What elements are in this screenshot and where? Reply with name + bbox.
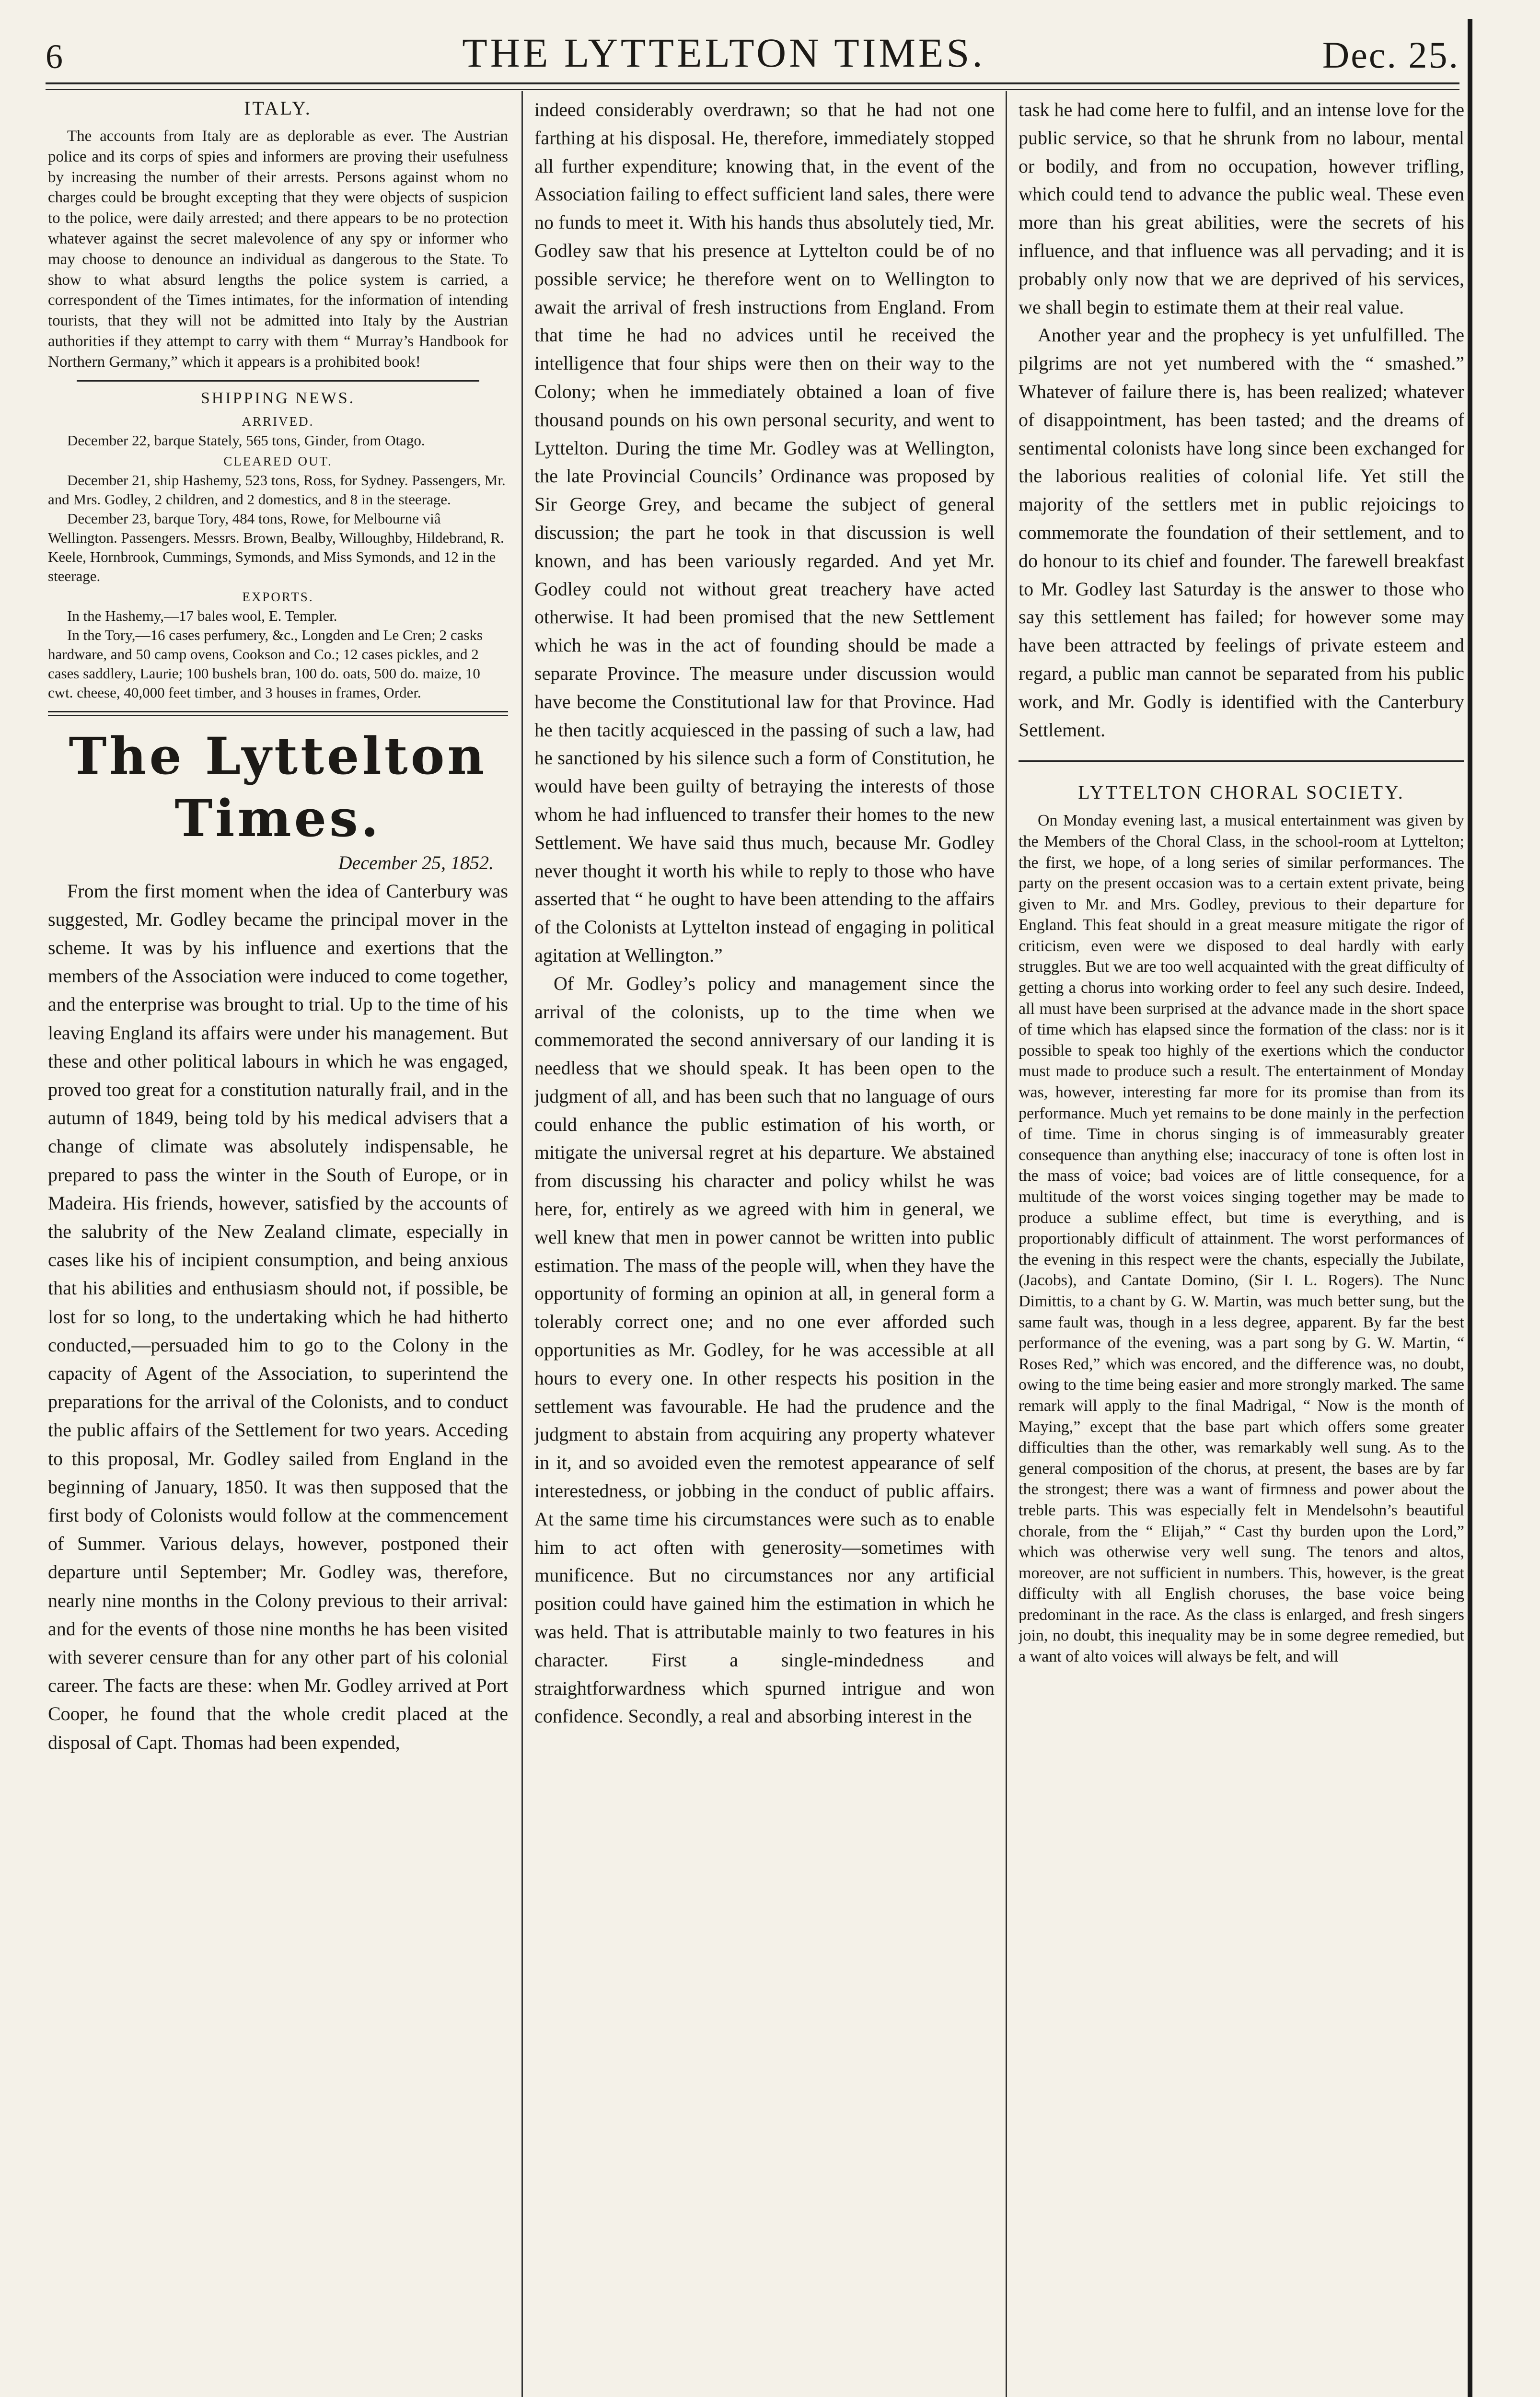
cleared-entry: December 23, barque Tory, 484 tons, Rowe, for Melbourne viâ Wellington. Passengers. Messrs. Brown, Bealby, Willoughby, Hildebrand, R. Keele, Hornbrook, Cummings, Symonds, and Miss Symonds, and 12 in the steerage. bbox=[48, 510, 504, 584]
exports-entry: In the Hashemy,—17 bales wool, E. Templer. bbox=[67, 607, 337, 624]
editorial-paragraph: task he had come here to fulfil, and an intense love for the public service, so that he shrunk from no labour, mental or bodily, and from no occupation, however trifling, which could tend to advance the public weal. These even more than his great abilities, were the secrets of his influence, and that influence was all pervading; and it is probably only now that we are deprived of his services, we shall begin to estimate them at their real value. bbox=[1019, 99, 1464, 318]
arrived-label: ARRIVED. bbox=[242, 414, 314, 429]
column-divider bbox=[521, 91, 523, 2397]
editorial-paragraph: Another year and the prophecy is yet unfulfilled. The pilgrims are not yet numbered with the “ smashed.” Whatever of failure there is, has been realized; whatever of disappointment, has been tasted; and the dreams of sentimental colonists have long since been exchanged for the laborious realities of colonial life. Yet still the majority of the settlers met in public rejoicings to commemorate the foundation of their settlement, and to do honour to its chief and founder. The farewell breakfast to Mr. Godley last Saturday is the answer to those who say this settlement has failed; for however some may have been attracted by feelings of private esteem and regard, a public man cannot be separated from his public work, and Mr. Godly is identified with the Canterbury Settlement. bbox=[1019, 324, 1464, 741]
exports-entry: In the Tory,—16 cases perfumery, &c., Longden and Le Cren; 2 casks hardware, and 50 camp ovens, Cookson and Co.; 12 cases pickles, and 2 cases saddlery, Laurie; 100 bushels bran, 100 do. oats, 500 do. maize, 10 cwt. cheese, 40,000 feet timber, and 3 houses in frames, Order. bbox=[48, 626, 483, 701]
italy-heading: ITALY. bbox=[244, 97, 312, 119]
section-rule bbox=[77, 380, 479, 382]
column-3 bbox=[1019, 96, 1464, 2397]
masthead-rule bbox=[46, 82, 1459, 90]
page-edge-bar bbox=[1468, 19, 1472, 2397]
column-divider bbox=[1006, 91, 1007, 2397]
italy-article: The accounts from Italy are as deplorable as ever. The Austrian police and its corps of spies and informers are proving their usefulness by increasing the number of their arrests. Persons against whom no charges could be brought excepting that they were objects of suspicion to the police, were daily arrested; and there appears to be no protection whatever against the secret malevolence of any spy or informer who may choose to denounce an individual as dangerous to the State. To show to what absurd lengths the police system is carried, a correspondent of the Times intimates, for the information of intending tourists, that they will not be admitted into Italy by the Austrian authorities if they attempt to carry with them “ Murray’s Handbook for Northern Germany,” which it appears is a prohibited book! bbox=[48, 128, 508, 371]
masthead bbox=[46, 24, 1459, 77]
newspaper-title: THE LYTTELTON TIMES. bbox=[462, 30, 985, 76]
section-rule bbox=[1019, 760, 1464, 762]
editorial-paragraph: indeed considerably overdrawn; so that he had not one farthing at his disposal. He, therefore, immediately stopped all further expenditure; knowing that, in the event of the Association failing to effect sufficient land sales, there were no funds to meet it. With his hands thus absolutely tied, Mr. Godley saw that his presence at Lyttelton could be of no possible service; he therefore went on to Wellington to await the arrival of fresh instructions from England. From that time he had no advices until he received the intelligence that four ships were then on their way to the Colony; when he immediately obtained a loan of five thousand pounds on his own personal security, and went to Lyttelton. During the time Mr. Godley was at Wellington, the late Provincial Councils’ Ordinance was proposed by Sir George Grey, and became the subject of general discussion; the part he took in that discussion is well known, and has been variously regarded. And yet Mr. Godley could not without great treachery have acted otherwise. It had been promised that the new Settlement which he was in the act of founding should be made a separate Province. The measure under discussion would have become the Constitutional law for that Province. Had he then tacitly acquiesced in the passing of such a law, had he sanctioned by his silence such a form of Constitution, he would have been guilty of betraying the interests of those whom he had influenced to transfer their homes to the new Settlement. We have said thus much, because Mr. Godley never thought it worth his while to reply to those who have asserted that “ he ought to have been attending to the affairs of the Colonists at Lyttelton instead of engaging in political agitation at Wellington.” bbox=[534, 99, 995, 966]
column-2 bbox=[534, 96, 995, 2397]
cleared-entry: December 21, ship Hashemy, 523 tons, Ross, for Sydney. Passengers, Mr. and Mrs. Godley, 2 children, and 2 domestics, and 8 in the steerage. bbox=[48, 471, 506, 508]
exports-label: EXPORTS. bbox=[242, 589, 314, 604]
shipping-heading: SHIPPING NEWS. bbox=[200, 389, 356, 407]
masthead-date: Dec. 25. bbox=[1322, 34, 1459, 76]
arrived-entry: December 22, barque Stately, 565 tons, Ginder, from Otago. bbox=[67, 431, 425, 449]
editorial-masthead: The Lyttelton Times. bbox=[69, 725, 487, 848]
cleared-label: CLEARED OUT. bbox=[223, 454, 333, 468]
editorial-dateline: December 25, 1852. bbox=[338, 851, 494, 873]
choral-article: On Monday evening last, a musical entertainment was given by the Members of the Choral Class, in the school-room at Lyttelton; the first, we hope, of a long series of similar performances. The party on the present occasion was to a certain extent private, being given to Mr. and Mrs. Godley, previous to their departure for England. This feat should in a great measure mitigate the rigor of criticism, even were we disposed to deal hardly with early struggles. But we are too well acquainted with the great difficulty of getting a chorus into working order to feel any such desire. Indeed, all must have been surprised at the advance made in the short space of time which has elapsed since the formation of the class: nor is it possible to speak too highly of the exertions which the conductor must made to produce such a result. The entertainment of Monday was, however, interesting far more for its promise than from its performance. Much yet remains to be done mainly in the perfection of time. Time in chorus singing is of immeasurably greater consequence than anything else; inaccuracy of tone is often lost in the mass of voice; bad voices are of little consequence, for a multitude of the worst voices singing together may be made to produce a sublime effect, but time is everything, and is proportionably difficult of attainment. The worst performances of the evening in this respect were the chants, especially the Jubilate, (Jacobs), and Cantate Domino, (Sir I. L. Rogers). The Nunc Dimittis, to a chant by G. W. Martin, was much better sung, but the same fault was, though in a less degree, apparent. By far the best performance of the evening, was a part song by G. W. Martin, “ Roses Red,” which was encored, and the difference was, no doubt, owing to the time being easier and more strongly marked. The same remark will apply to the final Madrigal, “ Now is the month of Maying,” except that the base part which offers some greater difficulties than the other, was remarkably well sung. As to the general composition of the chorus, at present, the bases are by far the strongest; there was a want of firmness and power about the treble parts. This was especially felt in Mendelsohn’s beautiful chorale, from the “ Elijah,” “ Cast thy burden upon the Lord,” which was otherwise very well sung. The tenors and altos, moreover, are not sufficient in numbers. This, however, is the great difficulty with all English choruses, the base voice being predominant in the race. As the class is enlarged, and fresh singers join, no doubt, this inequality may be in some degree remedied, but a want of alto voices will always be felt, and will bbox=[1019, 812, 1464, 1666]
choral-heading: LYTTELTON CHORAL SOCIETY. bbox=[1078, 781, 1405, 803]
page-number: 6 bbox=[46, 37, 63, 76]
editorial-paragraph: Of Mr. Godley’s policy and management since the arrival of the colonists, up to the time when we commemorated the second anniversary of our landing it is needless that we should speak. It has been open to the judgment of all, and has been such that no language of ours could enhance the public estimation of his worth, or mitigate the universal regret at his departure. We abstained from discussing his character and policy whilst he was here, for, entirely as we agreed with him in general, we well knew that men in power cannot be written into public estimation. The mass of the people will, when they have the opportunity of forming an opinion at all, in general form a tolerably correct one; and no one ever afforded such opportunities as Mr. Godley, for he was accessible at all hours to every one. In other respects his position in the settlement was favourable. He had the prudence and the judgment to abstain from acquiring any property whatever in it, and so avoided even the remotest appearance of self interestedness, or jobbing in the conduct of public affairs. At the same time his circumstances were such as to enable him to act often with generosity—sometimes with munificence. But no circumstances nor any artificial position could have gained him the estimation in which he was held. That is attributable mainly to two features in his character. First a single-mindedness and straightforwardness which spurned intrigue and won confidence. Secondly, a real and absorbing interest in the bbox=[534, 972, 995, 1727]
section-rule bbox=[48, 711, 508, 716]
column-1 bbox=[48, 96, 508, 2397]
editorial-paragraph: From the first moment when the idea of Canterbury was suggested, Mr. Godley became the principal mover in the scheme. It was by his influence and exertions that the members of the Association were induced to come together, and the enterprise was brought to trial. Up to the time of his leaving England its affairs were under his management. But these and other political labours in which he was engaged, proved too great for a constitution naturally frail, and in the autumn of 1849, being told by his medical advisers that a change of climate was absolutely indispensable, he prepared to pass the winter in the South of Europe, or in Madeira. His friends, however, satisfied by the accounts of the salubrity of the New Zealand climate, especially in cases like his of incipient consumption, and being anxious that his abilities and enthusiasm should not, if possible, be lost for so long, to the undertaking which he had hitherto conducted,—persuaded him to go to the Colony in the capacity of Agent of the Association, to superintend the preparations for the arrival of the Colonists, and to conduct the public affairs of the Settlement for two years. Acceding to this proposal, Mr. Godley sailed from England in the beginning of January, 1850. It was then supposed that the first body of Colonists would follow at the commencement of Summer. Various delays, however, postponed their departure until September; Mr. Godley was, therefore, nearly nine months in the Colony previous to their arrival: and for the events of those nine months he has been visited with severer censure than for any other part of his colonial career. The facts are these: when Mr. Godley arrived at Port Cooper, he found that the whole credit placed at the disposal of Capt. Thomas had been expended, bbox=[48, 880, 508, 1753]
